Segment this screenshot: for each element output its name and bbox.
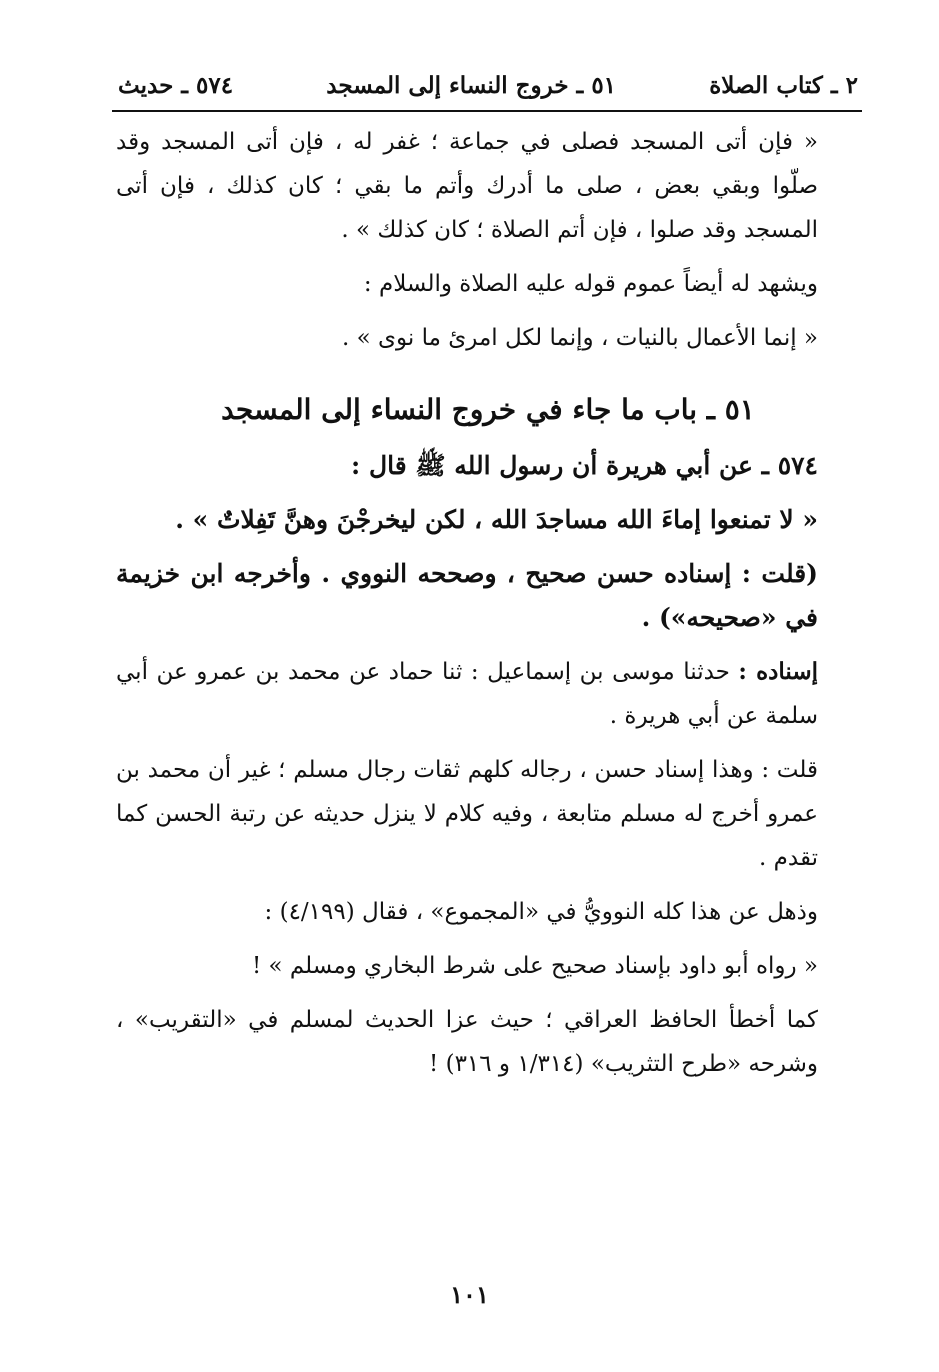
paragraph-continued-hadith: « فإن أتى المسجد فصلى في جماعة ؛ غفر له ، فإن أتى المسجد وقد صلّوا وبقي بعض ، صلى ما أدرك وأتم ما بقي ؛ كان كذلك ، فإن أتى المسجد وقد صلوا ، فإن أتم الصلاة ؛ كان كذلك » . [116, 129, 818, 243]
page-body [116, 120, 860, 1086]
paragraph-witness: ويشهد له أيضاً عموم قوله عليه الصلاة والسلام : [363, 271, 818, 297]
isnad-paragraph [116, 650, 860, 738]
paragraph-niyyat-quote: « إنما الأعمال بالنيات ، وإنما لكل امرئ ما نوى » . [342, 325, 818, 351]
hadith-text: « لا تمنعوا إماءَ الله مساجدَ الله ، لكن ليخرجْنَ وهنَّ تَفِلاتٌ » . [175, 505, 818, 534]
iraqi-paragraph: كما أخطأ الحافظ العراقي ؛ حيث عزا الحديث لمسلم في «التقريب» ، وشرحه «طرح التثريب» (١/٣١٤ و ٣١٦) ! [116, 1007, 818, 1077]
chapter-title: ٥١ ـ باب ما جاء في خروج النساء إلى المسجد [221, 393, 755, 426]
isnad-text: حدثنا موسى بن إسماعيل : ثنا حماد عن محمد بن عمرو عن أبي سلمة عن أبي هريرة . [116, 659, 818, 729]
verdict-paragraph: (قلت : إسناده حسن صحيح ، وصححه النووي . وأخرجه ابن خزيمة في «صحيحه») . [116, 559, 818, 632]
nawawi-paragraph: وذهل عن هذا كله النوويُّ في «المجموع» ، فقال (٤/١٩٩) : [264, 899, 818, 925]
nawawi-quote: « رواه أبو داود بإسناد صحيح على شرط البخاري ومسلم » ! [251, 953, 818, 979]
header-rule [112, 110, 862, 112]
page-number: ١٠١ [450, 1280, 489, 1309]
isnad-label: إسناده : [738, 658, 819, 685]
header-hadith: ٥٧٤ ـ حديث [118, 71, 234, 99]
hadith-heading: ٥٧٤ ـ عن أبي هريرة أن رسول الله ﷺ قال : [351, 451, 818, 480]
commentary-paragraph: قلت : وهذا إسناد حسن ، رجاله كلهم ثقات رجال مسلم ؛ غير أن محمد بن عمرو أخرج له مسلم متابعة ، وفيه كلام لا ينزل حديثه عن رتبة الحسن كما تقدم . [116, 757, 818, 871]
header-book: ٢ ـ كتاب الصلاة [709, 71, 858, 99]
running-header [118, 66, 858, 104]
header-chapter: ٥١ ـ خروج النساء إلى المسجد [326, 71, 617, 99]
